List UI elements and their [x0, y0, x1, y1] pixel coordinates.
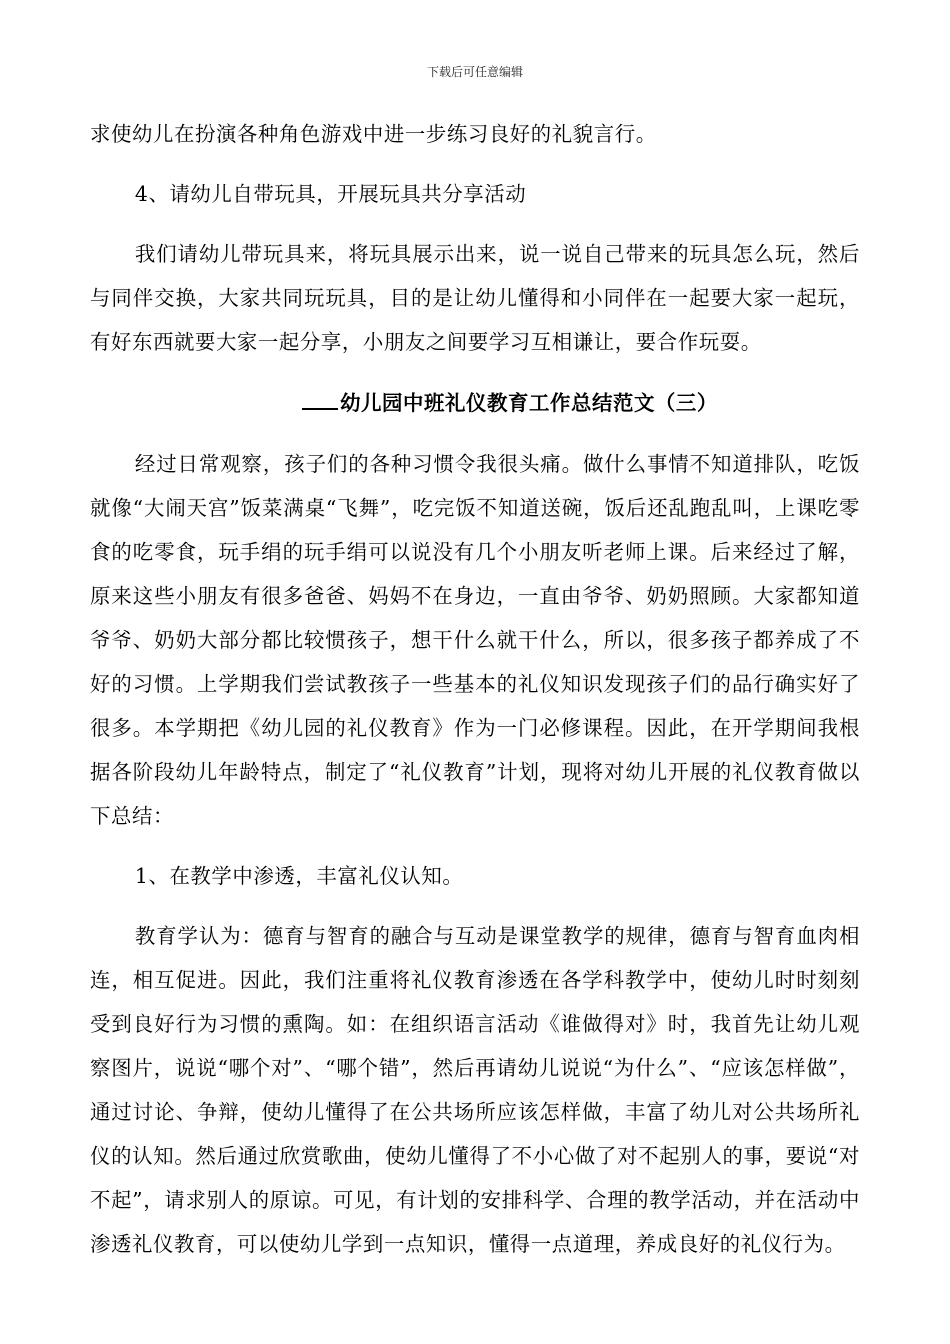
- section-heading: [90, 381, 860, 425]
- list-item-4: 4、请幼儿自带玩具，开展玩具共分享活动: [134, 182, 527, 206]
- section-heading-text: 幼儿园中班礼仪教育工作总结范文（三）: [340, 391, 718, 415]
- paragraph-continuation: 求使幼儿在扮演各种角色游戏中进一步练习良好的礼貌言行。: [90, 122, 657, 146]
- paragraph-toys: 我们请幼儿带玩具来，将玩具展示出来，说一说自己带来的玩具怎么玩，然后与同伴交换，大家共同玩玩具，目的是让幼儿懂得和小同伴在一起要大家一起玩，有好东西就要大家一起分享，小朋友之间要学习互相谦让，要合作玩耍。: [90, 242, 860, 354]
- paragraph-teaching: 教育学认为：德育与智育的融合与互动是课堂教学的规律，德育与智育血肉相连，相互促进。因此，我们注重将礼仪教育渗透在各学科教学中，使幼儿时时刻刻受到良好行为习惯的熏陶。如：在组织语言活动《谁做得对》时，我首先让幼儿观察图片，说说“哪个对”、“哪个错”，然后再请幼儿说说“为什么”、“应该怎样做”，通过讨论、争辩，使幼儿懂得了在公共场所应该怎样做，丰富了幼儿对公共场所礼仪的认知。然后通过欣赏歌曲，使幼儿懂得了不小心做了对不起别人的事，要说“对不起”，请求别人的原谅。可见，有计划的安排科学、合理的教学活动，并在活动中渗透礼仪教育，可以使幼儿学到一点知识，懂得一点道理，养成良好的礼仪行为。: [90, 924, 861, 1256]
- blank-underline: [302, 390, 338, 410]
- document-body: [90, 112, 860, 1266]
- list-item-1: 1、在教学中渗透，丰富礼仪认知。: [134, 864, 464, 888]
- page-header: 下载后可任意编辑: [426, 65, 523, 79]
- paragraph-observation: 经过日常观察，孩子们的各种习惯令我很头痛。做什么事情不知道排队，吃饭就像“大闹天宫”饭菜满桌“飞舞”，吃完饭不知道送碗，饭后还乱跑乱叫，上课吃零食的吃零食，玩手绢的玩手绢可以说没有几个小朋友听老师上课。后来经过了解，原来这些小朋友有很多爸爸、妈妈不在身边，一直由爷爷、奶奶照顾。大家都知道爷爷、奶奶大部分都比较惯孩子，想干什么就干什么，所以，很多孩子都养成了不好的习惯。上学期我们尝试教孩子一些基本的礼仪知识发现孩子们的品行确实好了很多。本学期把《幼儿园的礼仪教育》作为一门必修课程。因此，在开学期间我根据各阶段幼儿年龄特点，制定了“礼仪教育”计划，现将对幼儿开展的礼仪教育做以下总结：: [90, 452, 860, 828]
